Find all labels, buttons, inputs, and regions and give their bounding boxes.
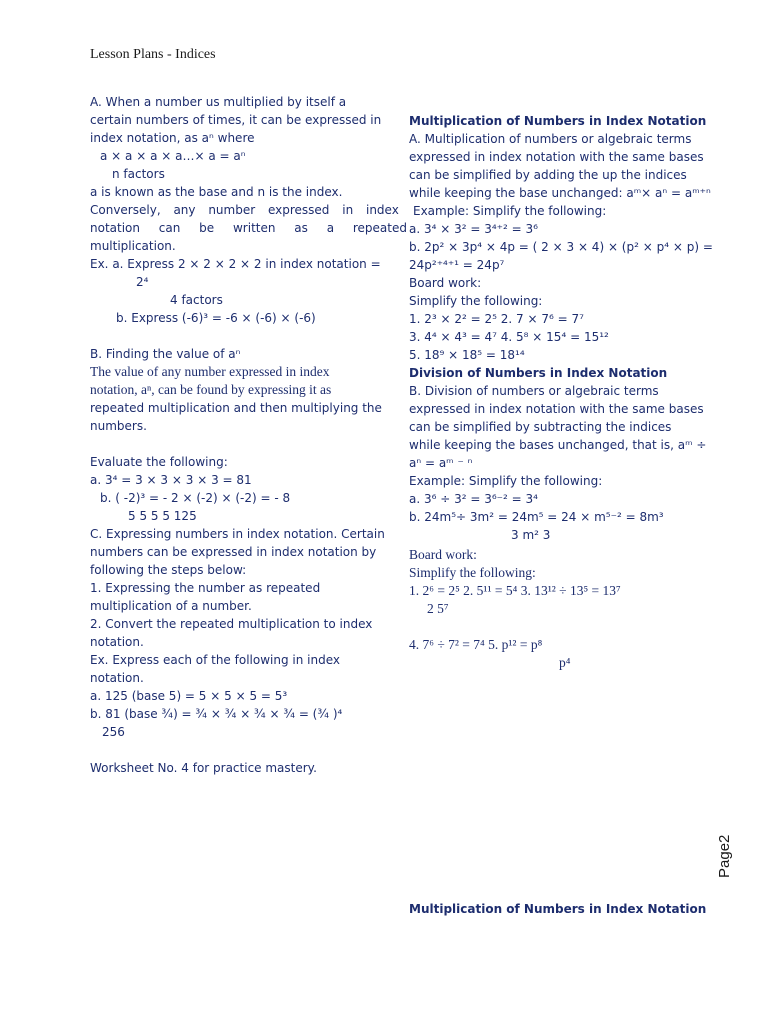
example-c-b-denominator: 256 <box>102 725 125 739</box>
text-line: certain numbers of times, it can be expressed in <box>90 113 382 127</box>
text-line: The value of any number expressed in index <box>90 364 330 379</box>
example-c-b: b. 81 (base ¾) = ¾ × ¾ × ¾ × ¾ = (¾ )⁴ <box>90 707 343 721</box>
division-heading: Division of Numbers in Index Notation <box>409 366 668 380</box>
right-column <box>409 112 713 672</box>
example-b: b. Express (-6)³ = -6 × (-6) × (-6) <box>116 311 316 325</box>
spacer <box>90 435 382 453</box>
factors-label: n factors <box>112 167 165 181</box>
text-line: A. Multiplication of numbers or algebraic terms <box>409 132 692 146</box>
text-line: numbers can be expressed in index notation by <box>90 545 377 559</box>
text-line: index notation, as aⁿ where <box>90 131 255 145</box>
evaluate-b-denominators: 5 5 5 5 125 <box>128 509 197 523</box>
example-a-factors: 4 factors <box>170 293 223 307</box>
division-example-a: a. 3⁶ ÷ 3² = 3⁶⁻² = 3⁴ <box>409 492 538 506</box>
text-line: multiplication of a number. <box>90 599 252 613</box>
board-work-item: 5. 18⁹ × 18⁵ = 18¹⁴ <box>409 348 525 362</box>
multiplication-example-b-result: 24p²⁺⁴⁺¹ = 24p⁷ <box>409 258 505 272</box>
text-line: notation can be written as a repeated <box>90 221 407 235</box>
text-line: Conversely, any number expressed in index <box>90 203 399 217</box>
conversely-paragraph <box>90 201 407 255</box>
text-line: A. When a number us multiplied by itself a <box>90 95 347 109</box>
simplify-label: Simplify the following: <box>409 294 543 308</box>
text-line: notation. <box>90 635 144 649</box>
text-line: B. Division of numbers or algebraic terms <box>409 384 659 398</box>
page-title: Lesson Plans - Indices <box>90 47 216 62</box>
text-line: following the steps below: <box>90 563 247 577</box>
division-example-b-denominator: 3 m² 3 <box>511 528 551 542</box>
text-line: can be simplified by adding the up the indices <box>409 168 687 182</box>
section-a-paragraph <box>90 93 382 147</box>
text-line: aⁿ = aᵐ ⁻ ⁿ <box>409 456 473 470</box>
text-line: notation, aⁿ, can be found by expressing it as <box>90 382 332 397</box>
board-work-label: Board work: <box>409 547 477 562</box>
multiplication-example-heading: Example: Simplify the following: <box>413 204 607 218</box>
board-work-item: 1. 2⁶ = 2⁵ 2. 5¹¹ = 5⁴ 3. 13¹² ÷ 13⁵ = 13⁷ <box>409 583 621 598</box>
text-line: while keeping the base unchanged: aᵐ× aⁿ = aᵐ⁺ⁿ <box>409 186 711 200</box>
simplify-label: Simplify the following: <box>409 565 536 580</box>
text-line: expressed in index notation with the same bases <box>409 402 704 416</box>
index-expression: a × a × a × a…× a = aⁿ <box>100 149 246 163</box>
division-example-heading: Example: Simplify the following: <box>409 474 603 488</box>
multiplication-example-b: b. 2p² × 3p⁴ × 4p = ( 2 × 3 × 4) × (p² × p⁴ × p) = <box>409 240 713 254</box>
evaluate-a: a. 3⁴ = 3 × 3 × 3 × 3 = 81 <box>90 473 252 487</box>
multiplication-heading: Multiplication of Numbers in Index Notation <box>409 114 707 128</box>
text-line: can be simplified by subtracting the indices <box>409 420 672 434</box>
text-line: 1. Expressing the number as repeated <box>90 581 321 595</box>
board-work-label: Board work: <box>409 276 482 290</box>
evaluate-heading: Evaluate the following: <box>90 455 228 469</box>
text-line: C. Expressing numbers in index notation. Certain <box>90 527 385 541</box>
example-a-result: 2⁴ <box>136 275 149 289</box>
left-column <box>90 93 407 777</box>
board-work-denominator: p⁴ <box>559 655 571 670</box>
division-example-b: b. 24m⁵÷ 3m² = 24m⁵ = 24 × m⁵⁻² = 8m³ <box>409 510 664 524</box>
text-line: while keeping the bases unchanged, that is, aᵐ ÷ <box>409 438 707 452</box>
text-line: 2. Convert the repeated multiplication to index <box>90 617 373 631</box>
text-line: notation. <box>90 671 144 685</box>
board-work-item: 4. 7⁶ ÷ 7² = 7⁴ 5. p¹² = p⁸ <box>409 637 543 652</box>
board-work-denominators: 2 5⁷ <box>427 601 449 616</box>
text-line: multiplication. <box>90 239 176 253</box>
spacer <box>90 327 382 345</box>
page-number: Page2 <box>716 834 733 878</box>
section-b-heading: B. Finding the value of aⁿ <box>90 347 241 361</box>
board-work-item: 1. 2³ × 2² = 2⁵ 2. 7 × 7⁶ = 7⁷ <box>409 312 584 326</box>
base-index-definition: a is known as the base and n is the index. <box>90 185 343 199</box>
evaluate-b: b. ( -2)³ = - 2 × (-2) × (-2) = - 8 <box>100 491 291 505</box>
worksheet-note: Worksheet No. 4 for practice mastery. <box>90 761 317 775</box>
repeated-heading: Multiplication of Numbers in Index Notation <box>409 902 707 916</box>
spacer <box>90 741 382 759</box>
text-line: Ex. Express each of the following in index <box>90 653 340 667</box>
text-line: numbers. <box>90 419 147 433</box>
spacer <box>409 618 701 636</box>
text-line: repeated multiplication and then multiplying the <box>90 401 382 415</box>
example-a: Ex. a. Express 2 × 2 × 2 × 2 in index notation = <box>90 257 381 271</box>
multiplication-example-a: a. 3⁴ × 3² = 3⁴⁺² = 3⁶ <box>409 222 538 236</box>
example-c-a: a. 125 (base 5) = 5 × 5 × 5 = 5³ <box>90 689 288 703</box>
board-work-item: 3. 4⁴ × 4³ = 4⁷ 4. 5⁸ × 15⁴ = 15¹² <box>409 330 609 344</box>
text-line: expressed in index notation with the same bases <box>409 150 704 164</box>
